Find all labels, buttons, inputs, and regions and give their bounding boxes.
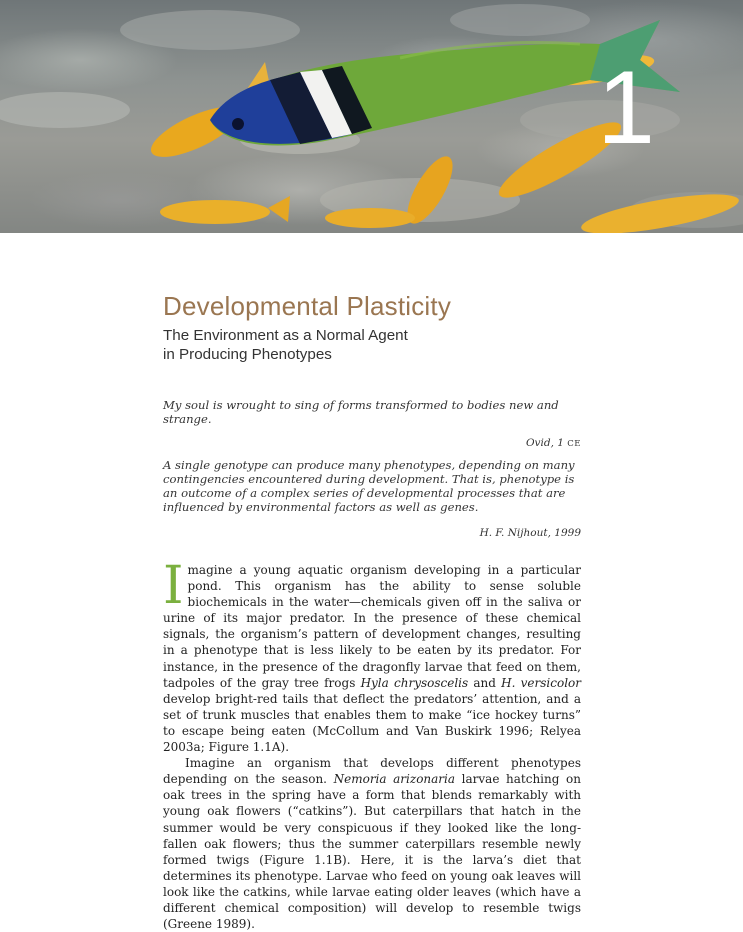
attribution-era: CE [567, 439, 581, 449]
paragraph [163, 556, 581, 755]
epigraph-quote: My soul is wrought to sing of forms transformed to bodies new and strange. [163, 398, 559, 426]
text-run: Imagine an organism that develops different phenotypes depending on the season. [163, 756, 581, 787]
text-run: and [468, 675, 502, 690]
species-name: Hyla chrysoscelis [360, 675, 469, 690]
text-run: magine a young aquatic organism developing in a particular pond. This organism has the ability to sense soluble biochemicals in the water—chemicals given off in the saliva or urine of its major predator. In the presence of these chemical signals, the organism’s pattern of development changes, resulting in a phenotype that is less likely to be eaten by its predator. For instance, in the presence of the dragonfly larvae that feed on them, tadpoles of the gray tree frogs [163, 563, 581, 690]
body-text [163, 556, 581, 932]
subtitle-line-2: in Producing Phenotypes [163, 346, 332, 363]
species-name: H. versicolor [501, 675, 581, 690]
species-name: Nemoria arizonaria [333, 772, 456, 787]
epigraph-quote: A single genotype can produce many phenotypes, depending on many contingencies encountered during development. That is, phenotype is an outcome of a complex series of developmental processes that are influenced by environmental factors as well as genes. [163, 458, 575, 514]
text-run: larvae hatching on oak trees in the spring have a form that blends remarkably with young oak flowers (“catkins”). But caterpillars that hatch in the summer would be very conspicuous if they looked like the long-fallen oak flowers; thus the summer caterpillars resemble newly formed twigs (Figure 1.1B). Here, it is the larva’s diet that determines its phenotype. Larvae who feed on young oak leaves will look like the catkins, while larvae eating older leaves (which have a different chemical composition) will develop to resemble twigs (Greene 1989). [163, 772, 581, 932]
chapter-title: Developmental Plasticity [163, 291, 452, 321]
text-run: develop bright-red tails that deflect the predators’ attention, and a set of trunk muscles that enables them to make “ice hockey turns” to escape being eaten (McCollum and Van Buskirk 1996; Relyea 2003a; Figure 1.1A). [163, 691, 581, 755]
drop-cap: I [163, 556, 184, 616]
subtitle-line-1: The Environment as a Normal Agent [163, 327, 408, 344]
attribution-name: Ovid, 1 [525, 437, 564, 449]
chapter-header-photo [0, 0, 743, 233]
epigraph-nijhout [163, 458, 581, 539]
epigraph-ovid [163, 398, 581, 449]
chapter-subtitle [163, 326, 408, 364]
chapter-number: 1 [597, 50, 655, 166]
epigraph-attribution: H. F. Nijhout, 1999 [479, 527, 581, 539]
epigraph-attribution [163, 437, 581, 449]
paragraph [163, 755, 581, 932]
